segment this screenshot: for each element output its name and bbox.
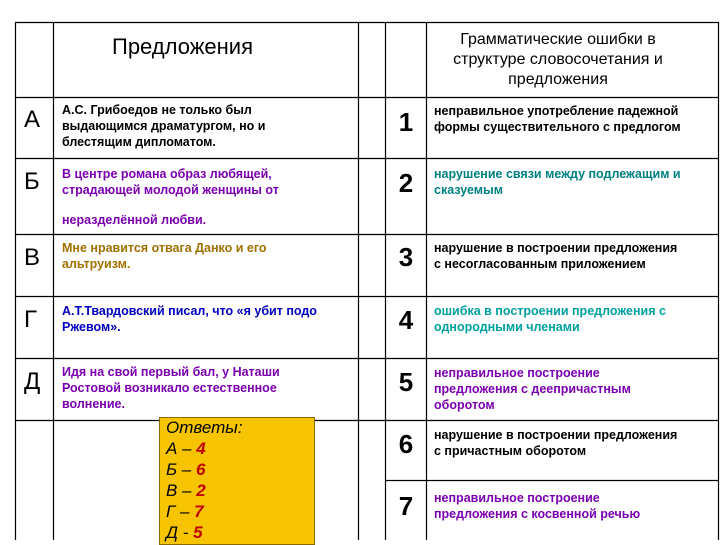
error-line: с несогласованным приложением [434,257,646,271]
sentence-line: блестящим дипломатом. [62,135,216,149]
sentence-text [62,364,280,412]
error-text [434,240,677,272]
row-letter: А [24,106,41,133]
error-text [434,365,631,413]
error-number: 2 [398,168,414,198]
sentence-line: волнение. [62,397,125,411]
row-letter: Д [24,368,41,395]
row-letter: В [24,244,41,271]
answer-value: 7 [194,502,204,521]
error-number: 5 [398,367,414,397]
error-line: нарушение в построении предложения [434,241,678,255]
answer-line [166,480,314,501]
sentence-line: альтруизм. [62,257,131,271]
answer-key: А – [166,439,197,458]
answer-value: 4 [196,439,206,458]
sentence-text [62,102,265,150]
answer-line [166,459,314,480]
error-line: неправильное употребление падежной [434,104,679,118]
sentence-line: В центре романа образ любящей, [62,167,272,181]
sentence-line: А.С. Грибоедов не только был [62,103,252,117]
answer-key: В – [166,481,197,500]
sentence-text [62,166,279,198]
answers-title: Ответы: [166,418,243,437]
error-line: сказуемым [434,183,503,197]
error-line: нарушение связи между подлежащим и [434,167,681,181]
sentence-line: страдающей молодой женщины от [62,183,279,197]
header-errors: Грамматические ошибки в структуре словосочетания и предложения [453,31,663,88]
header-sentences: Предложения [112,34,254,59]
row-letter: Б [24,168,40,195]
sentence-line: Идя на свой первый бал, у Наташи [62,365,280,379]
answer-value: 2 [196,481,206,500]
error-line: однородными членами [434,320,580,334]
error-line: с причастным оборотом [434,444,587,458]
error-number: 6 [398,429,414,459]
error-text [434,166,681,198]
sentence-line: А.Т.Твардовский писал, что «я убит подо [62,304,317,318]
error-number: 1 [398,107,414,137]
answer-key: Г – [166,502,195,521]
sentence-text [62,240,267,272]
answer-key: Б – [166,460,196,479]
error-text [434,103,681,135]
answers-box [159,417,315,545]
error-line: неправильное построение [434,366,600,380]
error-text [434,427,677,459]
error-line: формы существительного с предлогом [434,120,681,134]
error-number: 4 [398,305,414,335]
row-letter: Г [24,306,37,333]
sentence-line: выдающимся драматургом, но и [62,119,266,133]
error-line: нарушение в построении предложения [434,428,678,442]
answer-line [166,438,314,459]
sentence-line-extra: неразделённой любви. [62,213,207,227]
answer-line [166,501,314,522]
error-line: оборотом [434,398,495,412]
error-number: 3 [398,242,414,272]
error-text [434,490,640,522]
sentence-line: Ростовой возникало естественное [62,381,277,395]
sentence-line: Мне нравится отвага Данко и его [62,241,267,255]
error-number: 7 [398,491,414,521]
error-text [434,303,666,335]
error-line: неправильное построение [434,491,600,505]
answer-value: 6 [195,460,206,479]
error-line: предложения с косвенной речью [434,507,641,521]
error-line: ошибка в построении предложения с [434,304,666,318]
answer-value: 5 [193,523,203,542]
sentence-line: Ржевом». [62,320,121,334]
answer-key: Д - [166,523,194,542]
error-line: предложения с деепричастным [434,382,631,396]
sentence-text [62,303,317,335]
